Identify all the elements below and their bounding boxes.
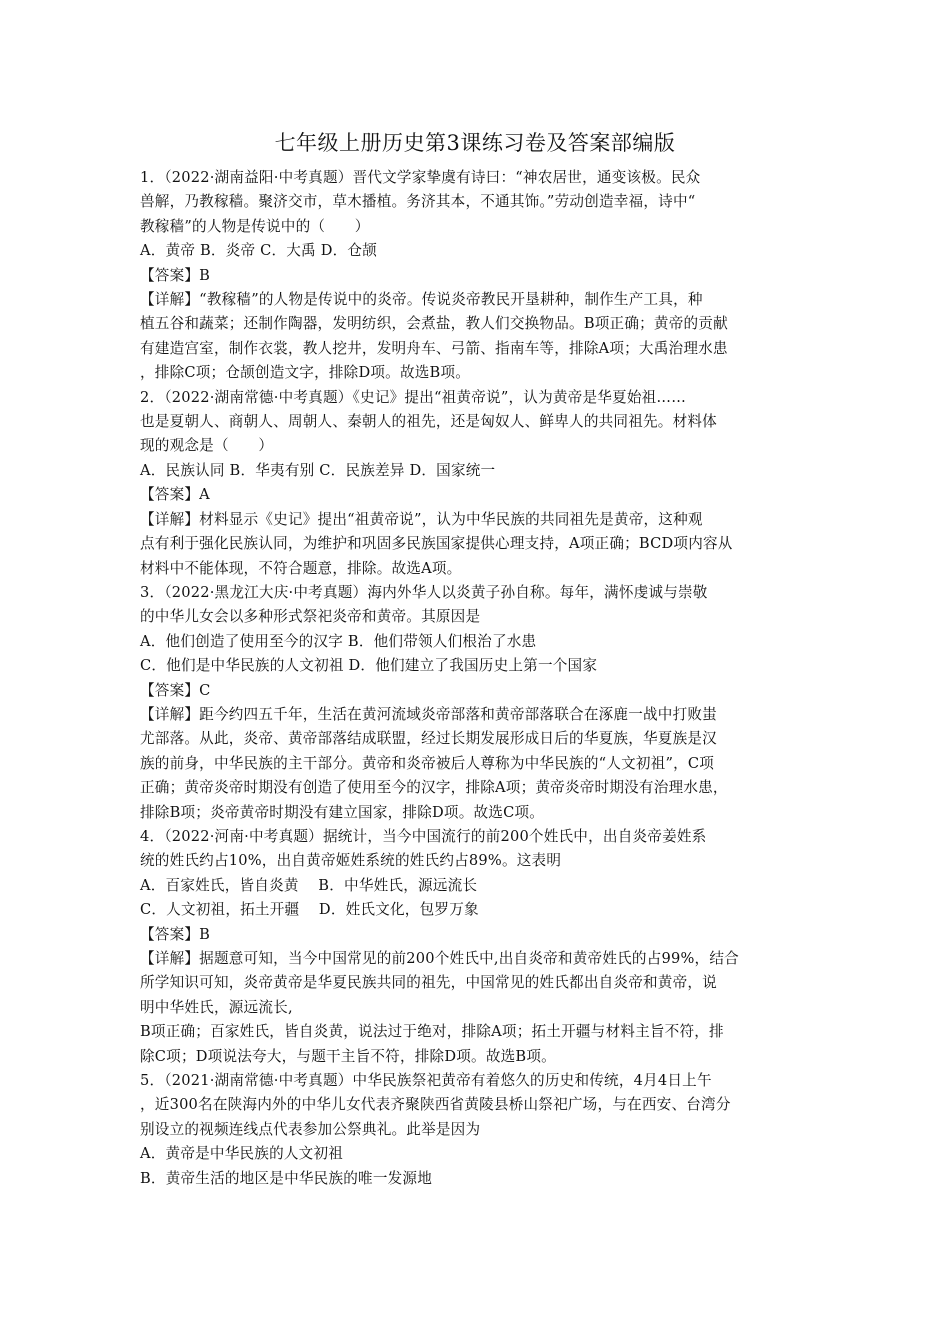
text-line: 2．（2022·湖南常德·中考真题）《史记》提出“祖黄帝说”，认为黄帝是华夏始祖…… [140,388,687,406]
text-line: A．百家姓氏，皆自炎黄 B．中华姓氏，源远流长 [140,876,478,894]
text-line: 【详解】材料显示《史记》提出“祖黄帝说”，认为中华民族的共同祖先是黄帝，这种观 [140,510,703,528]
text-line: 植五谷和蔬菜；还制作陶器，发明纺织，会煮盐，教人们交换物品。B项正确；黄帝的贡献 [140,315,728,333]
page-title: 七年级上册历史第3课练习卷及答案部编版 [274,131,676,155]
text-line: C．他们是中华民族的人文初祖 D．他们建立了我国历史上第一个国家 [140,657,598,675]
text-line: 【答案】A [140,486,210,504]
text-line: 的中华儿女会以多种形式祭祀炎帝和黄帝。其原因是 [140,608,481,626]
text-line: A．民族认同 B．华夷有别 C．民族差异 D．国家统一 [140,461,496,479]
question-list [140,166,810,1191]
question-2 [140,386,810,581]
text-line: 所学知识可知，炎帝黄帝是华夏民族共同的祖先，中国常见的姓氏都出自炎帝和黄帝，说 [140,974,717,992]
text-line: 材料中不能体现，不符合题意，排除。故选A项。 [140,559,462,577]
question-1 [140,166,810,386]
text-line: B．黄帝生活的地区是中华民族的唯一发源地 [140,1169,433,1187]
question-5 [140,1069,810,1191]
text-line: C．人文初祖，拓土开疆 D．姓氏文化，包罗万象 [140,901,479,919]
question-4 [140,825,810,1069]
text-line: A．黄帝是中华民族的人文初祖 [140,1145,344,1163]
text-line: 有建造宫室，制作衣裳，教人挖井，发明舟车、弓箭、指南车等，排除A项；大禹治理水患 [140,339,728,357]
text-line: A．黄帝 B．炎帝 C．大禹 D．仓颉 [140,242,377,260]
text-line: 【详解】距今约四五千年，生活在黄河流域炎帝部落和黄帝部落联合在涿鹿一战中打败蚩 [140,705,717,723]
text-line: 点有利于强化民族认同，为维护和巩固多民族国家提供心理支持，A项正确；BCD项内容从 [140,535,733,553]
text-line: 别设立的视频连线点代表参加公祭典礼。此举是因为 [140,1120,481,1138]
text-line: 兽解，乃教稼穑。聚济交市，草木播植。务济其本，不通其饰。”劳动创造幸福，诗中“ [140,193,696,211]
text-line: 也是夏朝人、商朝人、周朝人、秦朝人的祖先，还是匈奴人、鲜卑人的共同祖先。材料体 [140,413,717,431]
text-line: 【答案】B [140,925,211,943]
text-line: 族的前身，中华民族的主干部分。黄帝和炎帝被后人尊称为中华民族的“人文初祖”，C项 [140,754,715,772]
text-line: 【详解】“教稼穑”的人物是传说中的炎帝。传说炎帝教民开垦耕种，制作生产工具，种 [140,291,703,309]
text-line: 【答案】C [140,681,211,699]
text-line: 【详解】据题意可知，当今中国常见的前200个姓氏中,出自炎帝和黄帝姓氏的占99%，结合 [140,950,739,967]
text-line: B项正确；百家姓氏，皆自炎黄，说法过于绝对，排除A项；拓土开疆与材料主旨不符，排 [140,1023,724,1041]
text-line: 除C项；D项说法夸大，与题干主旨不符，排除D项。故选B项。 [140,1047,556,1065]
text-line: A．他们创造了使用至今的汉字 B．他们带领人们根治了水患 [140,632,537,650]
document-page [140,128,810,1191]
text-line: 教稼穑”的人物是传说中的（ ） [140,217,370,235]
text-line: 正确；黄帝炎帝时期没有创造了使用至今的汉字，排除A项；黄帝炎帝时期没有治理水患， [140,779,728,797]
text-line: 尤部落。从此，炎帝、黄帝部落结成联盟，经过长期发展形成日后的华夏族，华夏族是汉 [140,730,717,748]
question-3 [140,581,810,825]
text-line: 排除B项；炎帝黄帝时期没有建立国家，排除D项。故选C项。 [140,803,545,821]
text-line: 【答案】B [140,266,211,284]
text-line: ，近300名在陕海内外的中华儿女代表齐聚陕西省黄陵县桥山祭祀广场，与在西安、台湾分 [140,1096,731,1114]
text-line: 5．（2021·湖南常德·中考真题）中华民族祭祀黄帝有着悠久的历史和传统，4月4日上午 [140,1072,712,1090]
text-line: 现的观念是（ ） [140,437,274,455]
text-line: 明中华姓氏，源远流长, [140,998,293,1016]
text-line: 3．（2022·黑龙江大庆·中考真题）海内外华人以炎黄子孙自称。每年，满怀虔诚与崇敬 [140,583,708,601]
text-line: ，排除C项；仓颉创造文字，排除D项。故选B项。 [140,364,471,382]
text-line: 4．（2022·河南·中考真题）据统计，当今中国流行的前200个姓氏中，出自炎帝姜姓系 [140,827,707,845]
text-line: 1．（2022·湖南益阳·中考真题）晋代文学家挚虞有诗曰：“神农居世，通变该极。民众 [140,169,701,186]
text-line: 统的姓氏约占10%，出自黄帝姬姓系统的姓氏约占89%。这表明 [140,852,562,870]
